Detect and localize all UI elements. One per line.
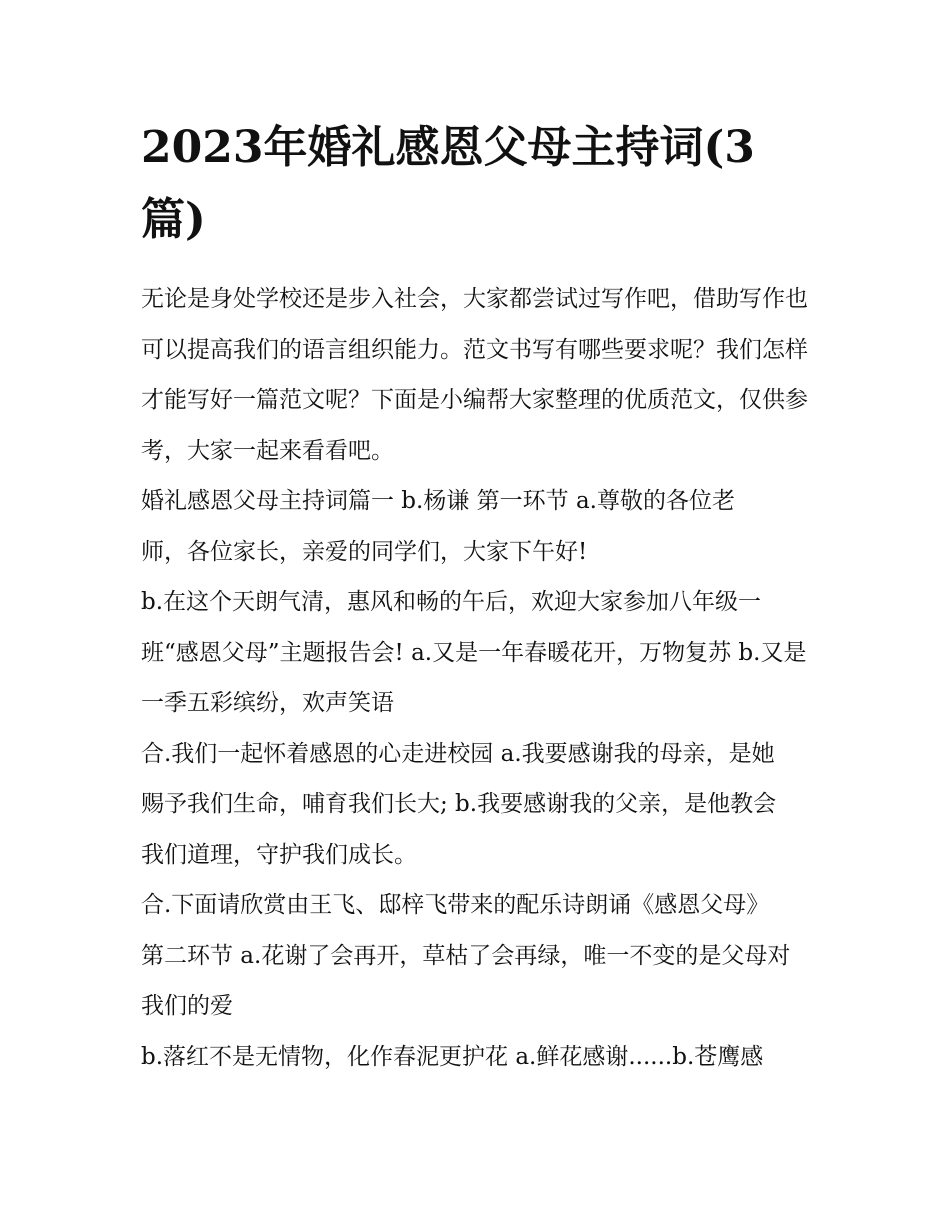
paragraph-1: 婚礼感恩父母主持词篇一 b.杨谦 第一环节 a.尊敬的各位老师，各位家长，亲爱的同学们，大家下午好! xyxy=(141,488,735,565)
paragraph-5: b.落红不是无情物，化作春泥更护花 a.鲜花感谢......b.苍鹰感 xyxy=(141,1043,764,1070)
paragraph-4: 合.下面请欣赏由王飞、邸梓飞带来的配乐诗朗诵《感恩父母》 第二环节 a.花谢了会再开，草枯了会再绿，唯一不变的是父母对我们的爱 xyxy=(141,892,791,1019)
document-page xyxy=(141,112,813,1082)
paragraph-3: 合.我们一起怀着感恩的心走进校园 a.我要感谢我的母亲，是她赐予我们生命，哺育我们长大; b.我要感谢我的父亲，是他教会我们道理，守护我们成长。 xyxy=(141,740,777,868)
document-title: 2023年婚礼感恩父母主持词(3篇) xyxy=(141,122,755,245)
paragraph-intro: 无论是身处学校还是步入社会，大家都尝试过写作吧，借助写作也可以提高我们的语言组织能力。范文书写有哪些要求呢？我们怎样才能写好一篇范文呢？下面是小编帮大家整理的优质范文，仅供参考，大家一起来看看吧。 xyxy=(141,286,808,464)
paragraph-2: b.在这个天朗气清，惠风和畅的午后，欢迎大家参加八年级一班“感恩父母”主题报告会! a.又是一年春暖花开，万物复苏 b.又是一季五彩缤纷，欢声笑语 xyxy=(141,589,807,716)
